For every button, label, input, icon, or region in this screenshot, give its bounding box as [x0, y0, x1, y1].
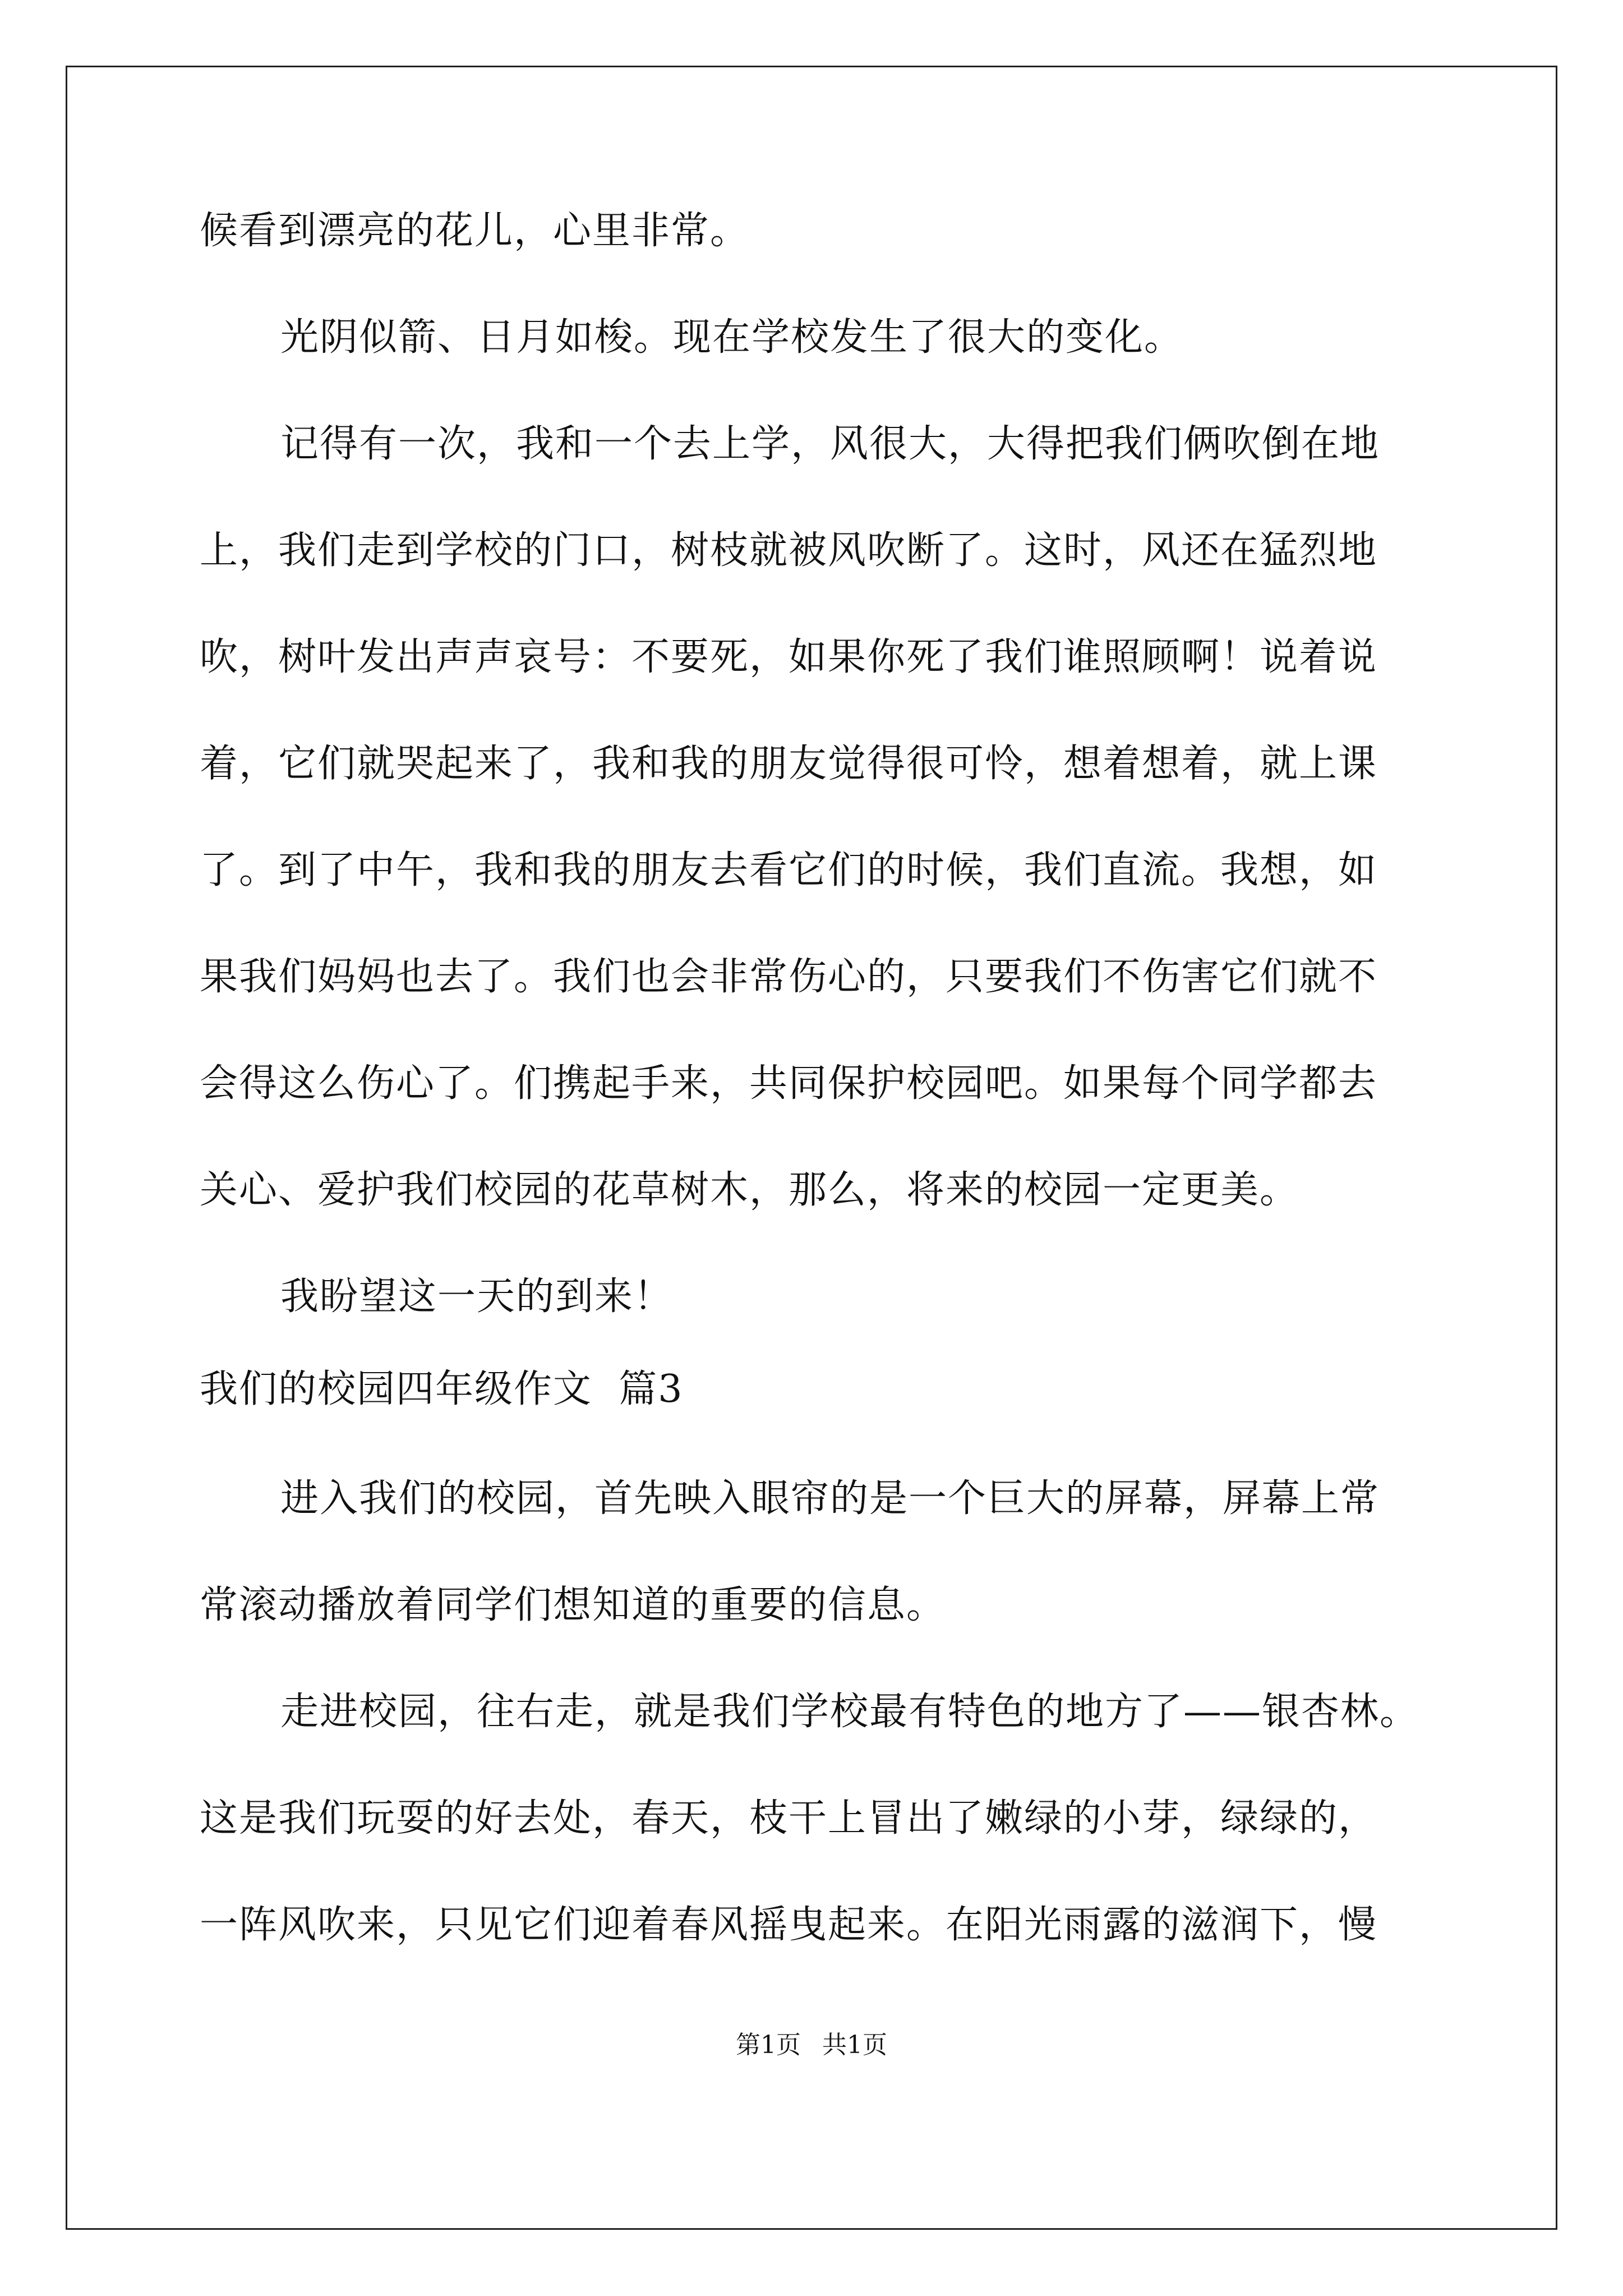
paragraph-line: 光阴似箭、日月如梭。现在学校发生了很大的变化。: [280, 315, 1184, 360]
paragraph-line: 进入我们的校园，首先映入眼帘的是一个巨大的屏幕，屏幕上常: [280, 1476, 1380, 1521]
paragraph-line: 我盼望这一天的到来！: [280, 1274, 674, 1319]
paragraph-line: 走进校园，往右走，就是我们学校最有特色的地方了——银杏林。: [280, 1690, 1419, 1734]
text-line: 吹，树叶发出声声哀号：不要死，如果你死了我们谁照顾啊！说着说: [200, 635, 1378, 679]
text-line: 会得这么伤心了。们携起手来，共同保护校园吧。如果每个同学都去: [200, 1061, 1378, 1106]
text-line: 关心、爱护我们校园的花草树木，那么，将来的校园一定更美。: [200, 1168, 1299, 1212]
paragraph-line: 记得有一次，我和一个去上学，风很大，大得把我们俩吹倒在地: [280, 422, 1380, 466]
page-total: 共1页: [822, 2031, 887, 2059]
text-line: 了。到了中午，我和我的朋友去看它们的时候，我们直流。我想，如: [200, 848, 1378, 892]
text-line: 着，它们就哭起来了，我和我的朋友觉得很可怜，想着想着，就上课: [200, 742, 1378, 786]
page-number: 第1页: [736, 2031, 801, 2059]
text-line: 一阵风吹来，只见它们迎着春风摇曳起来。在阳光雨露的滋润下，慢: [200, 1903, 1378, 1947]
section-heading: 我们的校园四年级作文 篇3: [200, 1367, 684, 1411]
text-line: 常滚动播放着同学们想知道的重要的信息。: [200, 1583, 946, 1627]
text-line: 上，我们走到学校的门口，树枝就被风吹断了。这时，风还在猛烈地: [200, 528, 1378, 573]
text-line: 这是我们玩耍的好去处，春天，枝干上冒出了嫩绿的小芽，绿绿的，: [200, 1796, 1378, 1841]
page-footer: [0, 2030, 1623, 2061]
text-line: 果我们妈妈也去了。我们也会非常伤心的，只要我们不伤害它们就不: [200, 955, 1378, 999]
text-line: 候看到漂亮的花儿，心里非常。: [200, 209, 750, 253]
